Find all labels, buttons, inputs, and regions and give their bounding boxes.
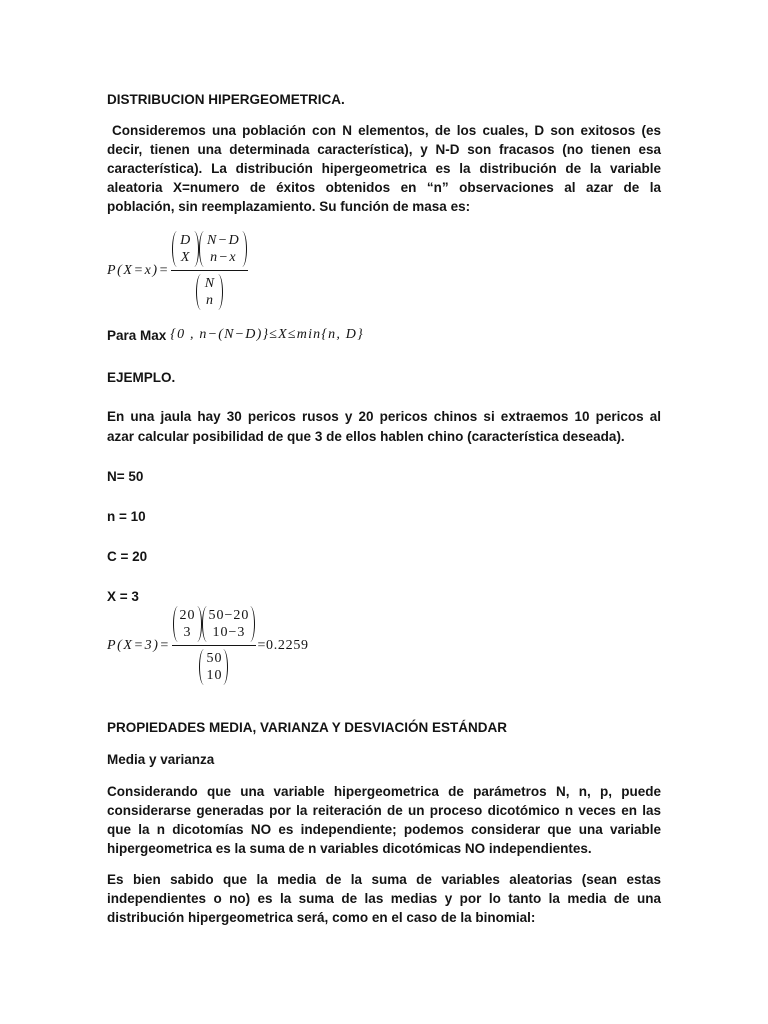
paragraph-line: distribución hipergeometrica será, como en el caso de la binomial: [107,910,536,925]
binomial-body [204,232,243,266]
paragraph-line: En una jaula hay 30 pericos rusos y 20 pericos chinos si extraemos 10 pericos al [107,409,661,424]
binomial-top: N−D [207,233,241,248]
binomial-top: 50−20 [208,608,250,623]
fraction [172,606,257,685]
binomial-bottom: 10−3 [212,625,246,640]
given-value: X = 3 [107,589,139,604]
binomial-coefficient [173,606,202,642]
binomial-body [178,607,197,641]
given-n [107,507,661,526]
formula-lhs: P(X=x)= [107,262,170,278]
binomial-body [201,275,217,309]
example-heading [107,368,661,387]
given-N [107,467,661,486]
binomial-bottom: 10 [206,668,223,683]
binomial-coefficient [199,231,248,267]
paragraph-line: Consideremos una población con N elementos, de los cuales, D son exitosos (es [112,123,661,138]
binomial-top: 20 [179,608,196,623]
range-expression: {0 , n−(N−D)}≤X≤min{n, D} [170,327,364,342]
range-label: Para Max [107,327,167,343]
binomial-coefficient [172,231,199,267]
paragraph-line: independientes o no) es la suma de las medias y por lo tanto la media de una [107,891,661,906]
right-paren [218,274,223,310]
fraction-denominator [196,271,222,310]
mass-function-formula [107,231,248,310]
paragraph-line: azar calcular posibilidad de que 3 de ellos hablen chino (característica deseada). [107,429,625,444]
intro-paragraph [107,121,661,216]
heading-text: EJEMPLO. [107,370,176,385]
paragraph-line: decir, tienen una determinada característica), y N-D son fracasos (no tienen esa [107,142,661,157]
paragraph-line: aleatoria X=numero de éxitos obtenidos en “n” observaciones al azar de la [107,180,661,195]
subheading-text: Media y varianza [107,752,215,767]
sum-paragraph [107,870,661,927]
paragraph-line: característica). La distribución hipergeometrica es la distribución de la variable [107,161,661,176]
binomial-bottom: X [180,250,191,265]
binomial-top: N [204,276,216,291]
binomial-bottom: n [205,293,215,308]
paragraph-line: Considerando que una variable hipergeometrica de parámetros N, n, p, puede [107,784,661,799]
binomial-top: 50 [206,651,223,666]
formula-result: =0.2259 [257,637,309,653]
given-value: n = 10 [107,509,146,524]
binomial-bottom: 3 [183,625,192,640]
binomial-body [204,650,223,684]
mean-variance-subheading [107,750,661,769]
binomial-body [177,232,194,266]
binomial-top: D [180,233,192,248]
paragraph-line: considerarse generadas por la reiteración de un proceso dicotómico n veces en las [107,803,661,818]
binomial-coefficient [196,274,222,310]
support-range [107,324,364,346]
example-paragraph [107,407,661,447]
given-C [107,547,661,566]
given-value: N= 50 [107,469,144,484]
properties-heading [107,718,661,737]
fraction [171,231,248,310]
fraction-denominator [199,646,228,685]
heading-text: PROPIEDADES MEDIA, VARIANZA Y DESVIACIÓN ESTÁNDAR [107,720,508,735]
document-title [107,90,661,109]
paragraph-line: que la n dicotomías NO es independiente; podemos considerar que una variable [107,822,661,837]
paragraph-line: hipergeometrica es la suma de n variables dicotómicas NO independientes. [107,841,592,856]
given-X [107,587,661,606]
binomial-coefficient [199,649,228,685]
right-paren [242,231,247,267]
right-paren [223,649,228,685]
example-formula [107,606,309,685]
fraction-numerator [172,606,257,646]
binomial-bottom: n−x [210,250,238,265]
binomial-body [207,607,251,641]
binomial-coefficient [202,606,256,642]
formula-lhs: P(X=3)= [107,637,171,653]
fraction-numerator [171,231,248,271]
given-value: C = 20 [107,549,148,564]
paragraph-line: población, sin reemplazamiento. Su función de masa es: [107,199,471,214]
paragraph-line: Es bien sabido que la media de la suma de variables aleatorias (sean estas [107,872,661,887]
mean-paragraph [107,782,661,858]
title-text: DISTRIBUCION HIPERGEOMETRICA. [107,92,345,107]
right-paren [250,606,255,642]
